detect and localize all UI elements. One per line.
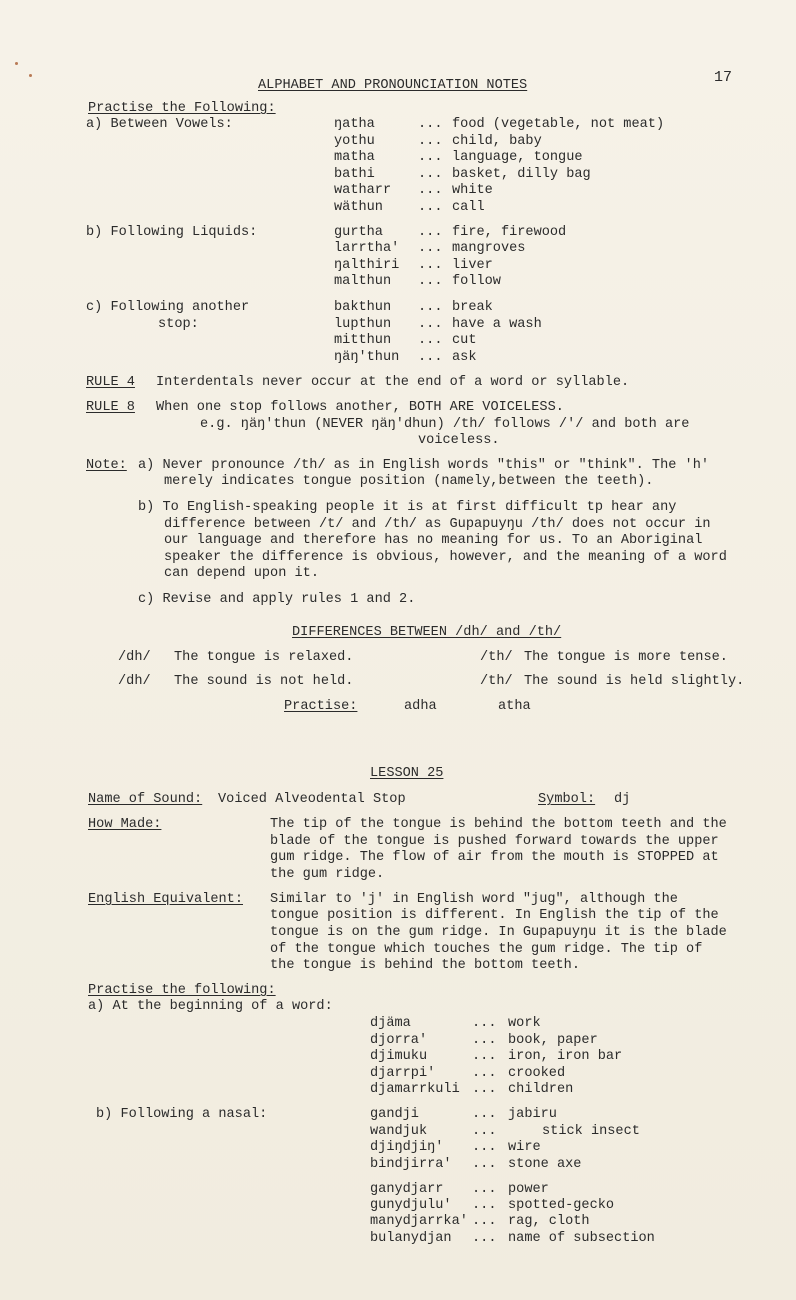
word: watharr xyxy=(334,183,392,198)
rule-example: e.g. ŋäŋ'thun (NEVER ŋäŋ'dhun) /th/ follows /'/ and both are xyxy=(200,417,690,432)
ellipsis: ... xyxy=(472,1124,497,1139)
note-text: can depend upon it. xyxy=(164,566,319,581)
ellipsis: ... xyxy=(418,274,443,289)
note-text: speaker the difference is obvious, however, and the meaning of a word xyxy=(164,550,727,565)
gloss: cut xyxy=(452,333,477,348)
word: djamarrkuli xyxy=(370,1082,460,1097)
name-value: Voiced Alveodental Stop xyxy=(218,792,406,807)
paper-mark xyxy=(15,62,18,65)
practise-word: adha xyxy=(404,699,437,714)
practise-title: Practise the following: xyxy=(88,983,276,998)
ellipsis: ... xyxy=(418,200,443,215)
symbol: /th/ xyxy=(480,650,513,665)
difference-text: The tongue is more tense. xyxy=(524,650,728,665)
symbol-value: dj xyxy=(614,792,631,807)
practise-title: Practise the Following: xyxy=(88,101,276,116)
symbol: /dh/ xyxy=(118,650,151,665)
how-text: the gum ridge. xyxy=(270,867,385,882)
note-label: Note: xyxy=(86,458,127,473)
word: wäthun xyxy=(334,200,383,215)
word: ŋäŋ'thun xyxy=(334,350,400,365)
note-text: merely indicates tongue position (namely,between the teeth). xyxy=(164,474,654,489)
gloss: wire xyxy=(508,1140,541,1155)
gloss: stick insect xyxy=(542,1124,640,1139)
gloss: power xyxy=(508,1182,549,1197)
group-label: b) Following a nasal: xyxy=(96,1107,268,1122)
page-number: 17 xyxy=(714,69,733,86)
word: bathi xyxy=(334,167,375,182)
gloss: white xyxy=(452,183,493,198)
group-label: a) At the beginning of a word: xyxy=(88,999,333,1014)
name-label: Name of Sound: xyxy=(88,792,203,807)
note-text: difference between /t/ and /th/ as Gupapuyŋu /th/ does not occur in xyxy=(164,517,711,532)
practise-label: Practise: xyxy=(284,699,358,714)
word: ŋalthiri xyxy=(334,258,400,273)
word: djäma xyxy=(370,1016,411,1031)
ellipsis: ... xyxy=(472,1082,497,1097)
word: gunydjulu' xyxy=(370,1198,452,1213)
note-text: a) Never pronounce /th/ as in English words "this" or "think". The 'h' xyxy=(138,458,710,473)
rule-label: RULE 8 xyxy=(86,400,135,415)
ellipsis: ... xyxy=(418,317,443,332)
ellipsis: ... xyxy=(418,333,443,348)
ellipsis: ... xyxy=(472,1231,497,1246)
symbol: /dh/ xyxy=(118,674,151,689)
ellipsis: ... xyxy=(472,1140,497,1155)
ellipsis: ... xyxy=(472,1214,497,1229)
gloss: children xyxy=(508,1082,574,1097)
equivalent-text: tongue is on the gum ridge. In Gupapuyŋu it is the blade xyxy=(270,925,727,940)
equivalent-text: tongue position is different. In English the tip of the xyxy=(270,908,719,923)
practise-word: atha xyxy=(498,699,531,714)
ellipsis: ... xyxy=(472,1107,497,1122)
gloss: mangroves xyxy=(452,241,526,256)
ellipsis: ... xyxy=(418,350,443,365)
equivalent-text: Similar to 'j' in English word "jug", although the xyxy=(270,892,678,907)
rule-label: RULE 4 xyxy=(86,375,135,390)
gloss: liver xyxy=(452,258,493,273)
differences-title: DIFFERENCES BETWEEN /dh/ and /th/ xyxy=(292,625,562,640)
gloss: follow xyxy=(452,274,501,289)
how-text: gum ridge. The flow of air from the mouth is STOPPED at xyxy=(270,850,719,865)
ellipsis: ... xyxy=(472,1066,497,1081)
how-label: How Made: xyxy=(88,817,162,832)
page-heading: ALPHABET AND PRONOUNCIATION NOTES xyxy=(258,78,528,93)
ellipsis: ... xyxy=(418,150,443,165)
paper-mark xyxy=(29,74,32,77)
ellipsis: ... xyxy=(418,241,443,256)
ellipsis: ... xyxy=(418,134,443,149)
gloss: basket, dilly bag xyxy=(452,167,591,182)
note-text: c) Revise and apply rules 1 and 2. xyxy=(138,592,416,607)
group-label: c) Following another xyxy=(86,300,250,315)
gloss: ask xyxy=(452,350,477,365)
word: manydjarrka' xyxy=(370,1214,468,1229)
equivalent-text: the tongue is behind the bottom teeth. xyxy=(270,958,580,973)
gloss: break xyxy=(452,300,493,315)
lesson-title: LESSON 25 xyxy=(370,766,444,781)
word: djarrpi' xyxy=(370,1066,436,1081)
gloss: child, baby xyxy=(452,134,542,149)
equivalent-label: English Equivalent: xyxy=(88,892,243,907)
gloss: stone axe xyxy=(508,1157,582,1172)
word: larrtha' xyxy=(334,241,400,256)
word: gandji xyxy=(370,1107,419,1122)
ellipsis: ... xyxy=(472,1157,497,1172)
difference-text: The tongue is relaxed. xyxy=(174,650,354,665)
gloss: fire, firewood xyxy=(452,225,567,240)
ellipsis: ... xyxy=(418,258,443,273)
group-label: stop: xyxy=(158,317,199,332)
rule-text: Interdentals never occur at the end of a word or syllable. xyxy=(156,375,630,390)
word: wandjuk xyxy=(370,1124,428,1139)
gloss: iron, iron bar xyxy=(508,1049,623,1064)
gloss: name of subsection xyxy=(508,1231,655,1246)
note-text: our language and therefore has no meaning for us. To an Aboriginal xyxy=(164,533,703,548)
how-text: The tip of the tongue is behind the bottom teeth and the xyxy=(270,817,727,832)
word: ŋatha xyxy=(334,117,375,132)
gloss: call xyxy=(452,200,485,215)
gloss: spotted-gecko xyxy=(508,1198,615,1213)
group-label: b) Following Liquids: xyxy=(86,225,258,240)
word: matha xyxy=(334,150,375,165)
word: djiŋdjiŋ' xyxy=(370,1140,444,1155)
ellipsis: ... xyxy=(418,300,443,315)
ellipsis: ... xyxy=(472,1049,497,1064)
note-text: b) To English-speaking people it is at first difficult tp hear any xyxy=(138,500,677,515)
symbol-label: Symbol: xyxy=(538,792,596,807)
ellipsis: ... xyxy=(472,1182,497,1197)
how-text: blade of the tongue is pushed forward towards the upper xyxy=(270,834,719,849)
gloss: book, paper xyxy=(508,1033,598,1048)
word: djimuku xyxy=(370,1049,428,1064)
word: mitthun xyxy=(334,333,392,348)
ellipsis: ... xyxy=(418,117,443,132)
equivalent-text: of the tongue which touches the gum ridge. The tip of xyxy=(270,942,703,957)
word: gurtha xyxy=(334,225,383,240)
ellipsis: ... xyxy=(472,1033,497,1048)
ellipsis: ... xyxy=(418,183,443,198)
group-label: a) Between Vowels: xyxy=(86,117,233,132)
word: bindjirra' xyxy=(370,1157,452,1172)
ellipsis: ... xyxy=(472,1016,497,1031)
word: bulanydjan xyxy=(370,1231,452,1246)
gloss: language, tongue xyxy=(452,150,583,165)
word: bakthun xyxy=(334,300,392,315)
ellipsis: ... xyxy=(472,1198,497,1213)
symbol: /th/ xyxy=(480,674,513,689)
gloss: jabiru xyxy=(508,1107,557,1122)
gloss: have a wash xyxy=(452,317,542,332)
gloss: rag, cloth xyxy=(508,1214,590,1229)
gloss: crooked xyxy=(508,1066,566,1081)
word: lupthun xyxy=(334,317,392,332)
difference-text: The sound is held slightly. xyxy=(524,674,745,689)
ellipsis: ... xyxy=(418,167,443,182)
word: ganydjarr xyxy=(370,1182,444,1197)
rule-example: voiceless. xyxy=(418,433,500,448)
word: malthun xyxy=(334,274,392,289)
gloss: food (vegetable, not meat) xyxy=(452,117,665,132)
difference-text: The sound is not held. xyxy=(174,674,354,689)
ellipsis: ... xyxy=(418,225,443,240)
rule-text: When one stop follows another, BOTH ARE VOICELESS. xyxy=(156,400,564,415)
gloss: work xyxy=(508,1016,541,1031)
word: yothu xyxy=(334,134,375,149)
word: djorra' xyxy=(370,1033,428,1048)
